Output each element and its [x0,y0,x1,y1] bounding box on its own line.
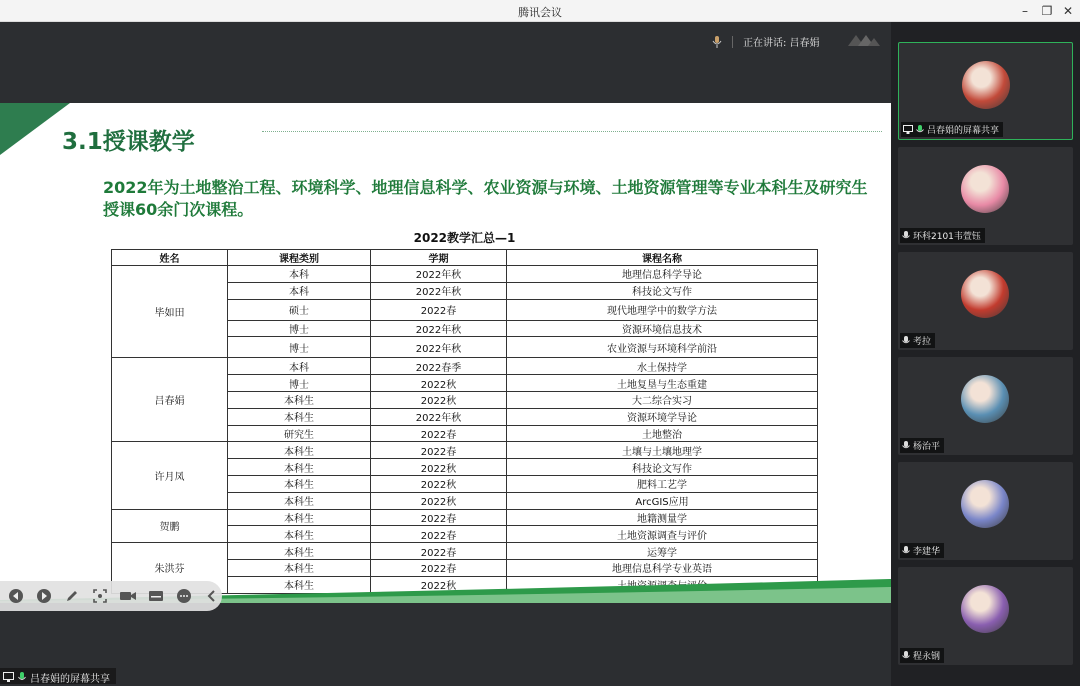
semester: 2022春 [371,299,507,320]
course-name: 资源环境学导论 [507,408,818,425]
course-category: 博士 [228,320,371,337]
window-titlebar [0,0,1080,22]
semester: 2022秋 [371,492,507,509]
table-row [112,543,818,560]
participant-tile[interactable] [898,462,1073,560]
course-category: 本科生 [228,408,371,425]
table-header-row [112,250,818,266]
instructor-name: 许月凤 [112,442,228,509]
course-name: 地理信息科学专业英语 [507,559,818,576]
semester: 2022春 [371,509,507,526]
participant-name: 杨治平 [913,442,941,452]
column-header: 姓名 [112,250,228,266]
instructor-name: 吕春娟 [112,358,228,442]
more-options-icon[interactable] [174,586,194,606]
course-category: 本科生 [228,475,371,492]
course-name: 科技论文写作 [507,282,818,299]
window-title: 腾讯会议 [518,6,562,19]
course-category: 本科 [228,358,371,375]
course-category: 本科 [228,266,371,283]
course-category: 本科 [228,282,371,299]
semester: 2022春 [371,442,507,459]
participant-name-tag [900,438,944,453]
course-category: 研究生 [228,425,371,442]
subtitles-icon[interactable] [146,586,166,606]
semester: 2022年秋 [371,282,507,299]
participant-tile[interactable] [898,567,1073,665]
semester: 2022秋 [371,475,507,492]
participant-name: 考拉 [913,337,932,347]
microphone-muted-icon [902,336,910,346]
minimize-button[interactable]: – [1022,4,1028,18]
teaching-summary-table [111,249,818,594]
microphone-muted-icon [902,231,910,241]
table-row [112,509,818,526]
annotation-toolbar [0,581,222,611]
slide-lead-text: 2022年为土地整治工程、环境科学、地理信息科学、农业资源与环境、土地资源管理等专业本科生及研究生授课60余门次课程。 [103,178,868,219]
participant-sidebar [891,22,1080,686]
previous-page-icon[interactable] [6,586,26,606]
course-category: 本科生 [228,391,371,408]
avatar [961,375,1009,423]
semester: 2022春 [371,543,507,560]
participant-name: 吕春娟的屏幕共享 [927,126,1000,136]
heading-divider [262,131,882,132]
column-header: 学期 [371,250,507,266]
shared-screen-area [0,22,891,686]
table-row [112,358,818,375]
course-category: 本科生 [228,543,371,560]
course-category: 本科生 [228,526,371,543]
course-category: 本科生 [228,459,371,476]
semester: 2022春 [371,526,507,543]
microphone-icon [712,36,722,48]
column-header: 课程名称 [507,250,818,266]
course-name: 土地整治 [507,425,818,442]
semester: 2022年秋 [371,266,507,283]
course-category: 本科生 [228,509,371,526]
course-name: 农业资源与环境科学前沿 [507,337,818,358]
participant-tile[interactable] [898,357,1073,455]
participant-name-tag [901,122,1003,137]
presentation-slide [0,103,891,603]
course-category: 本科生 [228,442,371,459]
semester: 2022秋 [371,576,507,593]
avatar [962,61,1010,109]
participant-tile[interactable] [898,42,1073,140]
instructor-name: 贺鹏 [112,509,228,543]
course-name: 土地资源调查与评价 [507,526,818,543]
semester: 2022秋 [371,391,507,408]
course-name: 科技论文写作 [507,459,818,476]
course-name: 地籍测量学 [507,509,818,526]
participant-tile[interactable] [898,252,1073,350]
participant-name: 环科2101韦萱钰 [913,232,981,242]
microphone-icon [18,672,26,683]
instructor-name: 毕如田 [112,266,228,358]
participant-name: 李建华 [913,547,941,557]
semester: 2022年秋 [371,320,507,337]
table-caption: 2022教学汇总—1 [413,231,516,245]
table-row [112,442,818,459]
restore-button[interactable]: ❐ [1041,4,1053,18]
column-header: 课程类别 [228,250,371,266]
course-name: 大二综合实习 [507,391,818,408]
course-name: ArcGIS应用 [507,492,818,509]
semester: 2022春 [371,425,507,442]
table-row [112,266,818,283]
participant-name-tag [900,333,935,348]
avatar [961,480,1009,528]
course-name: 地理信息科学导论 [507,266,818,283]
tencent-meeting-logo [846,32,882,48]
slide-heading: 3.1授课教学 [62,129,195,155]
semester: 2022年秋 [371,337,507,358]
microphone-muted-icon [902,651,910,661]
course-name: 土壤与土壤地理学 [507,442,818,459]
semester: 2022秋 [371,459,507,476]
close-button[interactable]: ✕ [1062,4,1074,18]
screen-share-icon [3,672,14,682]
video-camera-icon[interactable] [118,586,138,606]
course-category: 博士 [228,375,371,392]
pen-icon[interactable] [62,586,82,606]
next-page-icon[interactable] [34,586,54,606]
course-category: 本科生 [228,492,371,509]
screen-share-icon [903,125,913,134]
speaking-indicator [712,34,820,49]
course-category: 本科生 [228,576,371,593]
speaking-label: 正在讲话: 吕春娟 [743,38,820,49]
participant-name-tag [900,543,944,558]
course-category: 博士 [228,337,371,358]
course-category: 硕士 [228,299,371,320]
table-body [112,266,818,594]
course-name: 土地复垦与生态重建 [507,375,818,392]
course-name: 水土保持学 [507,358,818,375]
semester: 2022秋 [371,375,507,392]
participant-name-tag [900,648,944,663]
course-category: 本科生 [228,559,371,576]
course-name: 肥料工艺学 [507,475,818,492]
collapse-toolbar-icon[interactable] [202,586,222,606]
participant-name-tag [900,228,985,243]
course-name: 资源环境信息技术 [507,320,818,337]
avatar [961,270,1009,318]
instructor-name: 朱洪芬 [112,543,228,593]
semester: 2022年秋 [371,408,507,425]
participant-tile[interactable] [898,147,1073,245]
course-name: 运筹学 [507,543,818,560]
microphone-muted-icon [902,441,910,451]
screenshot-icon[interactable] [90,586,110,606]
screen-share-label [0,668,116,684]
avatar [961,585,1009,633]
screen-share-owner: 吕春娟的屏幕共享 [30,673,110,685]
avatar [961,165,1009,213]
slide-corner-decoration [0,103,70,155]
participant-name: 程永钢 [913,652,941,662]
course-name: 现代地理学中的数学方法 [507,299,818,320]
microphone-icon [916,125,924,135]
microphone-muted-icon [902,546,910,556]
semester: 2022春季 [371,358,507,375]
semester: 2022春 [371,559,507,576]
